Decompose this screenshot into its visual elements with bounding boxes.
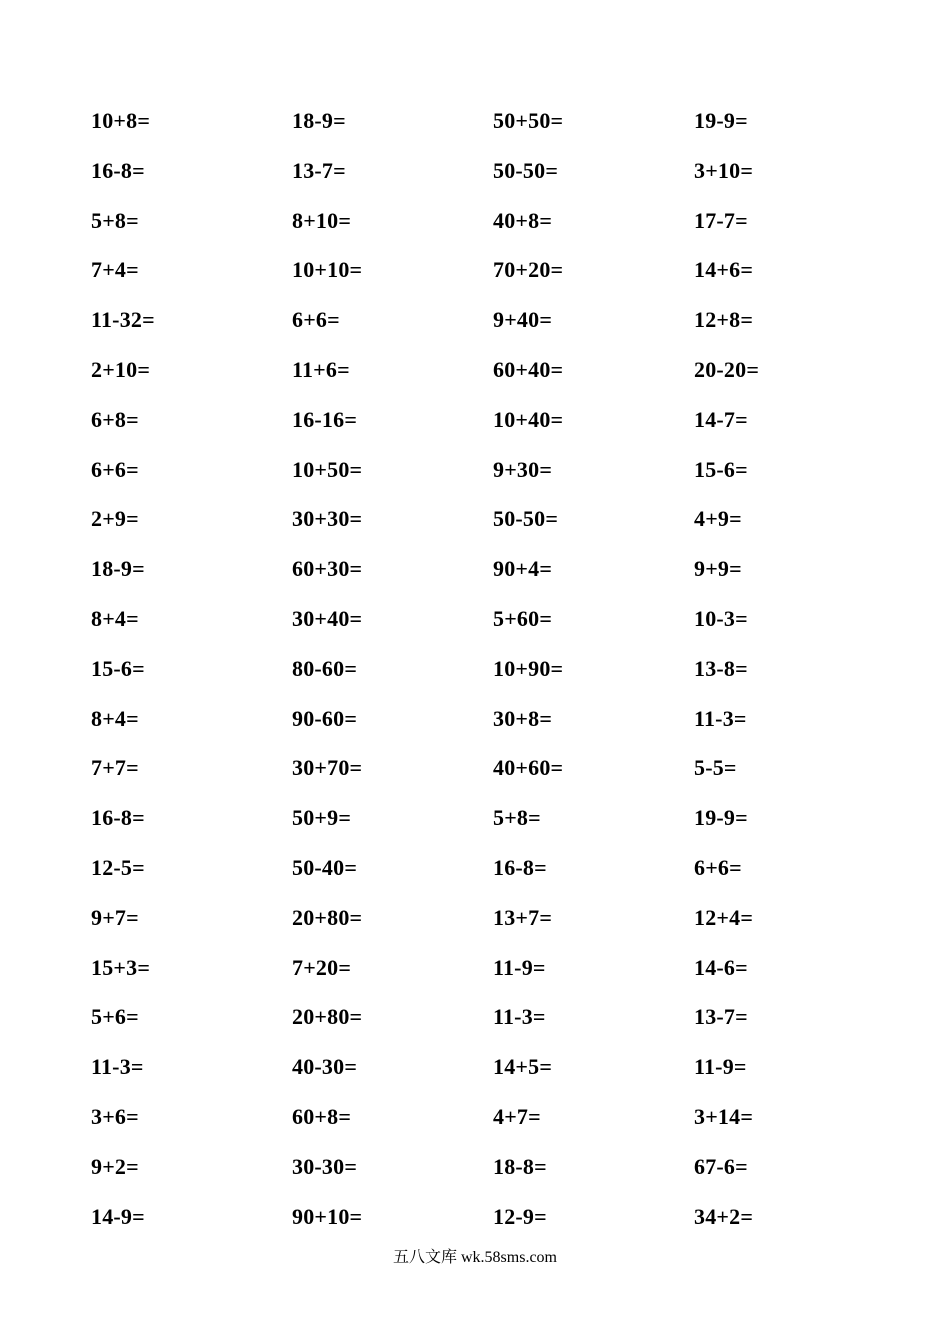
math-problem: 18-8=: [493, 1153, 547, 1179]
math-problem: 14-9=: [91, 1203, 145, 1229]
problem-grid: [91, 96, 895, 1241]
math-problem: 30+40=: [292, 605, 363, 631]
math-problem: 34+2=: [694, 1203, 754, 1229]
math-problem: 11+6=: [292, 356, 350, 382]
math-problem: 5+8=: [493, 805, 541, 831]
math-problem: 14-7=: [694, 406, 748, 432]
math-problem: 10+90=: [493, 655, 564, 681]
math-problem: 9+40=: [493, 307, 553, 333]
math-problem: 18-9=: [91, 556, 145, 582]
math-problem: 6+6=: [91, 456, 139, 482]
math-problem: 40+8=: [493, 207, 553, 233]
math-problem: 11-32=: [91, 307, 155, 333]
math-problem: 9+30=: [493, 456, 553, 482]
math-problem: 10+10=: [292, 257, 363, 283]
math-problem: 50+50=: [493, 108, 564, 133]
math-problem: 20-20=: [694, 356, 760, 382]
math-problem: 12+8=: [694, 307, 754, 333]
math-problem: 9+2=: [91, 1153, 139, 1179]
math-problem: 13+7=: [493, 904, 553, 930]
math-problem: 15+3=: [91, 954, 151, 980]
math-problem: 3+14=: [694, 1103, 754, 1129]
math-problem: 3+10=: [694, 157, 754, 183]
math-problem: 11-9=: [493, 954, 546, 980]
math-problem: 12-9=: [493, 1203, 547, 1229]
math-problem: 30+8=: [493, 705, 553, 731]
math-problem: 6+6=: [292, 307, 340, 333]
math-problem: 20+80=: [292, 904, 363, 930]
math-problem: 18-9=: [292, 108, 346, 133]
math-problem: 8+4=: [91, 705, 139, 731]
math-problem: 7+7=: [91, 755, 139, 781]
math-problem: 13-7=: [694, 1004, 748, 1030]
math-problem: 5+6=: [91, 1004, 139, 1030]
math-problem: 40-30=: [292, 1054, 358, 1080]
math-problem: 4+7=: [493, 1103, 541, 1129]
math-problem: 2+9=: [91, 506, 139, 532]
math-problem: 70+20=: [493, 257, 564, 283]
math-problem: 67-6=: [694, 1153, 748, 1179]
math-problem: 9+7=: [91, 904, 139, 930]
math-problem: 15-6=: [694, 456, 748, 482]
math-problem: 11-3=: [694, 705, 747, 731]
math-problem: 13-8=: [694, 655, 748, 681]
math-problem: 12+4=: [694, 904, 754, 930]
math-problem: 11-3=: [91, 1054, 144, 1080]
math-problem: 8+4=: [91, 605, 139, 631]
math-problem: 12-5=: [91, 854, 145, 880]
math-problem: 50+9=: [292, 805, 352, 831]
math-problem: 19-9=: [694, 805, 748, 831]
math-problem: 2+10=: [91, 356, 151, 382]
math-problem: 60+30=: [292, 556, 363, 582]
math-problem: 5+8=: [91, 207, 139, 233]
math-problem: 15-6=: [91, 655, 145, 681]
math-problem: 16-8=: [493, 854, 547, 880]
math-problem: 90+10=: [292, 1203, 363, 1229]
math-problem: 30+30=: [292, 506, 363, 532]
math-problem: 10+40=: [493, 406, 564, 432]
math-problem: 7+4=: [91, 257, 139, 283]
math-problem: 5-5=: [694, 755, 737, 781]
math-problem: 10+8=: [91, 108, 151, 133]
math-problem: 4+9=: [694, 506, 742, 532]
math-problem: 30-30=: [292, 1153, 358, 1179]
math-problem: 16-16=: [292, 406, 358, 432]
math-problem: 90-60=: [292, 705, 358, 731]
math-problem: 6+6=: [694, 854, 742, 880]
math-problem: 8+10=: [292, 207, 352, 233]
math-problem: 90+4=: [493, 556, 553, 582]
math-problem: 16-8=: [91, 157, 145, 183]
math-problem: 13-7=: [292, 157, 346, 183]
math-problem: 17-7=: [694, 207, 748, 233]
math-problem: 5+60=: [493, 605, 553, 631]
math-problem: 60+8=: [292, 1103, 352, 1129]
math-problem: 7+20=: [292, 954, 352, 980]
math-problem: 6+8=: [91, 406, 139, 432]
math-problem: 50-40=: [292, 854, 358, 880]
math-problem: 14-6=: [694, 954, 748, 980]
math-problem: 50-50=: [493, 506, 559, 532]
math-problem: 9+9=: [694, 556, 742, 582]
math-problem: 10-3=: [694, 605, 748, 631]
math-problem: 14+6=: [694, 257, 754, 283]
math-problem: 50-50=: [493, 157, 559, 183]
math-problem: 14+5=: [493, 1054, 553, 1080]
math-problem: 80-60=: [292, 655, 358, 681]
math-problem: 40+60=: [493, 755, 564, 781]
footer-watermark: 五八文库 wk.58sms.com: [392, 1249, 557, 1266]
math-problem: 11-3=: [493, 1004, 546, 1030]
math-problem: 3+6=: [91, 1103, 139, 1129]
math-problem: 10+50=: [292, 456, 363, 482]
math-problem: 60+40=: [493, 356, 564, 382]
math-problem: 19-9=: [694, 108, 748, 133]
math-problem: 30+70=: [292, 755, 363, 781]
math-problem: 20+80=: [292, 1004, 363, 1030]
math-problem: 16-8=: [91, 805, 145, 831]
math-problem: 11-9=: [694, 1054, 747, 1080]
